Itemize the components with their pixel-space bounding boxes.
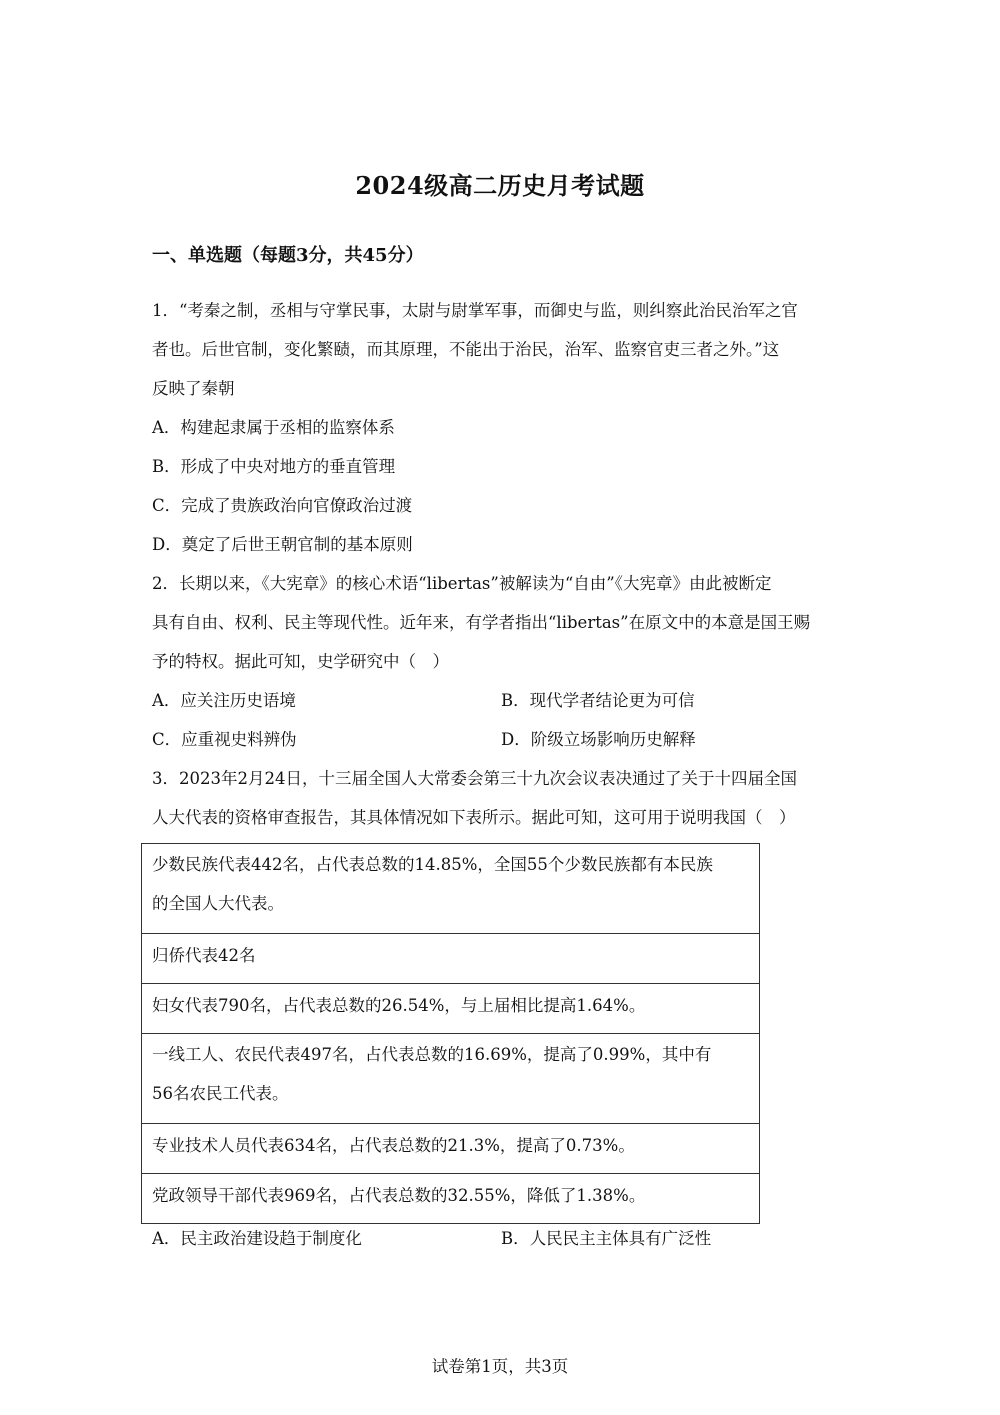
table-row xyxy=(142,984,759,1034)
table-cell-text: 党政领导干部代表969名，占代表总数的32.55%，降低了1.38%。 xyxy=(152,1186,646,1205)
table-cell-text: 妇女代表790名，占代表总数的26.54%，与上届相比提高1.64%。 xyxy=(152,996,646,1015)
q3-option-a: A．民主政治建设趋于制度化 xyxy=(152,1229,362,1248)
q2-stem-line-3: 予的特权。据此可知，史学研究中（ ） xyxy=(152,652,449,671)
page-title: 2024级高二历史月考试题 xyxy=(355,171,645,200)
table-cell-text: 56名农民工代表。 xyxy=(152,1084,289,1103)
q2-stem-line-2: 具有自由、权利、民主等现代性。近年来，有学者指出“libertas”在原文中的本意是国王赐 xyxy=(152,613,811,632)
q2-option-a: A．应关注历史语境 xyxy=(152,691,296,710)
table-cell-text: 的全国人大代表。 xyxy=(152,894,284,913)
table-cell-text: 专业技术人员代表634名，占代表总数的21.3%，提高了0.73%。 xyxy=(152,1136,635,1155)
q1-stem-line-1: 1．“考秦之制，丞相与守掌民事，太尉与尉掌军事，而御史与监，则纠察此治民治军之官 xyxy=(152,301,798,320)
q1-stem-line-2: 者也。后世官制，变化繁赜，而其原理，不能出于治民，治军、监察官吏三者之外。”这 xyxy=(152,340,780,359)
q1-option-d: D．奠定了后世王朝官制的基本原则 xyxy=(152,535,413,554)
table-row xyxy=(142,844,759,934)
q1-stem-line-3: 反映了秦朝 xyxy=(152,379,235,398)
table-cell-text: 归侨代表42名 xyxy=(152,946,256,965)
q1-option-c: C．完成了贵族政治向官僚政治过渡 xyxy=(152,496,413,515)
table-row xyxy=(142,1174,759,1223)
section-heading: 一、单选题（每题3分，共45分） xyxy=(152,245,424,266)
q2-option-d: D．阶级立场影响历史解释 xyxy=(501,730,696,749)
q3-option-b: B．人民民主主体具有广泛性 xyxy=(501,1229,712,1248)
q1-option-b: B．形成了中央对地方的垂直管理 xyxy=(152,457,396,476)
table-row xyxy=(142,934,759,984)
q3-stem-line-1: 3．2023年2月24日，十三届全国人大常委会第三十九次会议表决通过了关于十四届全国 xyxy=(152,769,797,788)
q3-data-table xyxy=(141,843,760,1224)
q2-stem-line-1: 2．长期以来，《大宪章》的核心术语“libertas”被解读为“自由”《大宪章》由此被断定 xyxy=(152,574,772,593)
q3-stem-line-2: 人大代表的资格审查报告，其具体情况如下表所示。据此可知，这可用于说明我国（ ） xyxy=(152,808,796,827)
page-footer: 试卷第1页，共3页 xyxy=(431,1357,569,1376)
table-cell-text: 少数民族代表442名，占代表总数的14.85%，全国55个少数民族都有本民族 xyxy=(152,855,713,874)
q2-option-b: B．现代学者结论更为可信 xyxy=(501,691,695,710)
table-row xyxy=(142,1034,759,1124)
table-cell-text: 一线工人、农民代表497名，占代表总数的16.69%，提高了0.99%，其中有 xyxy=(152,1045,712,1064)
table-row xyxy=(142,1124,759,1174)
q1-option-a: A．构建起隶属于丞相的监察体系 xyxy=(152,418,395,437)
q2-option-c: C．应重视史料辨伪 xyxy=(152,730,297,749)
